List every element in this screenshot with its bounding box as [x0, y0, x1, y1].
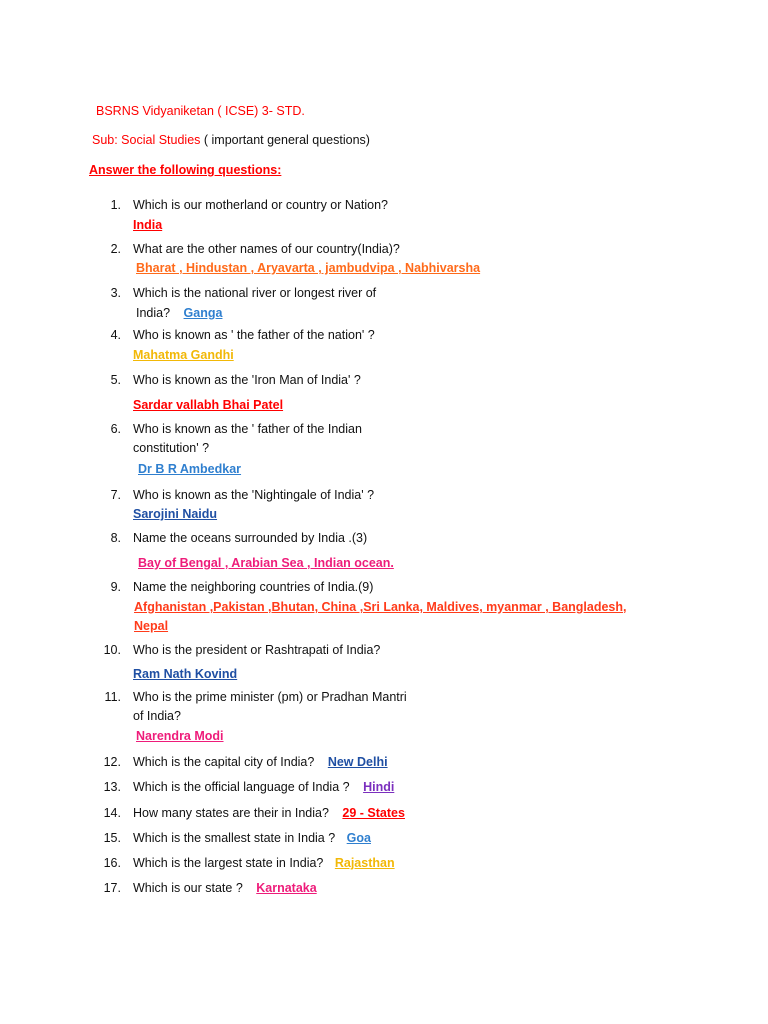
answer-text: Bay of Bengal , Arabian Sea , Indian ocean. [138, 556, 394, 570]
subject-label: Sub: Social Studies [92, 133, 201, 147]
question-text: How many states are their in India? [133, 806, 329, 820]
answer-text: Narendra Modi [136, 729, 224, 743]
answer-text: Karnataka [256, 881, 317, 895]
question-number: 6. [110, 422, 121, 436]
answer-text: Hindi [363, 780, 395, 794]
question-row [133, 855, 395, 871]
question-number: 2. [110, 242, 121, 256]
answer-text: India [133, 218, 163, 232]
question-text: Which is our state ? [133, 881, 243, 895]
question-number: 7. [110, 488, 121, 502]
answer-text: Afghanistan ,Pakistan ,Bhutan, China ,Sri Lanka, Maldives, myanmar , Bangladesh, [134, 600, 627, 614]
question-number: 5. [110, 373, 121, 387]
question-number: 1. [110, 198, 121, 212]
question-text: Who is the prime minister (pm) or Pradhan Mantri [133, 690, 407, 704]
subject-description: ( important general questions) [200, 133, 370, 147]
question-row [133, 779, 394, 795]
answer-text: New Delhi [327, 755, 388, 769]
question-text-line-2: constitution' ? [133, 441, 210, 455]
question-text: Who is known as the ' father of the Indian [133, 422, 362, 436]
answer-text: Goa [346, 831, 371, 845]
question-number: 8. [110, 531, 121, 545]
question-number: 14. [103, 806, 121, 820]
answer-text: Ganga [183, 306, 223, 320]
question-number: 11. [104, 690, 121, 704]
answer-text: Dr B R Ambedkar [138, 462, 242, 476]
question-text: Who is the president or Rashtrapati of India? [133, 643, 381, 657]
answer-text: Bharat , Hindustan , Aryavarta , jambudvipa , Nabhivarsha [136, 261, 481, 275]
question-text: Name the oceans surrounded by India .(3) [133, 531, 368, 545]
question-text: Which is our motherland or country or Nation? [133, 198, 388, 212]
question-text-line-2: of India? [133, 709, 181, 723]
question-text: Which is the largest state in India? [133, 856, 324, 870]
question-text-line-2: India? [136, 306, 171, 320]
answer-text-continued: Nepal [134, 619, 169, 633]
question-text: Who is known as the 'Nightingale of India' ? [133, 488, 375, 502]
question-number: 15. [103, 831, 121, 845]
answer-text: Ram Nath Kovind [133, 667, 238, 681]
question-number: 17. [103, 881, 121, 895]
school-title: BSRNS Vidyaniketan ( ICSE) 3- STD. [96, 104, 305, 118]
question-number: 10. [103, 643, 121, 657]
answer-text: Sarojini Naidu [133, 507, 218, 521]
question-text: What are the other names of our country(India)? [133, 242, 400, 256]
question-number: 9. [110, 580, 121, 594]
question-text: Which is the smallest state in India ? [133, 831, 336, 845]
question-text: Who is known as ' the father of the nation' ? [133, 328, 375, 342]
subject-line [92, 132, 370, 148]
answer-text: 29 - States [342, 806, 405, 820]
question-number: 3. [110, 286, 121, 300]
question-row [133, 805, 405, 821]
question-number: 13. [103, 780, 121, 794]
question-text: Which is the capital city of India? [133, 755, 315, 769]
question-text-continued [136, 305, 222, 321]
question-text: Name the neighboring countries of India.(9) [133, 580, 374, 594]
question-number: 4. [110, 328, 121, 342]
answer-text: Mahatma Gandhi [133, 348, 234, 362]
question-row [133, 830, 371, 846]
question-text: Which is the national river or longest river of [133, 286, 377, 300]
question-row [133, 754, 388, 770]
question-text: Who is known as the 'Iron Man of India' ? [133, 373, 361, 387]
question-text: Which is the official language of India ? [133, 780, 350, 794]
answer-text: Sardar vallabh Bhai Patel [133, 398, 284, 412]
question-number: 16. [103, 856, 121, 870]
answer-text: Rajasthan [334, 856, 395, 870]
question-number: 12. [103, 755, 121, 769]
question-row [133, 880, 317, 896]
instruction-heading: Answer the following questions: [89, 163, 282, 177]
